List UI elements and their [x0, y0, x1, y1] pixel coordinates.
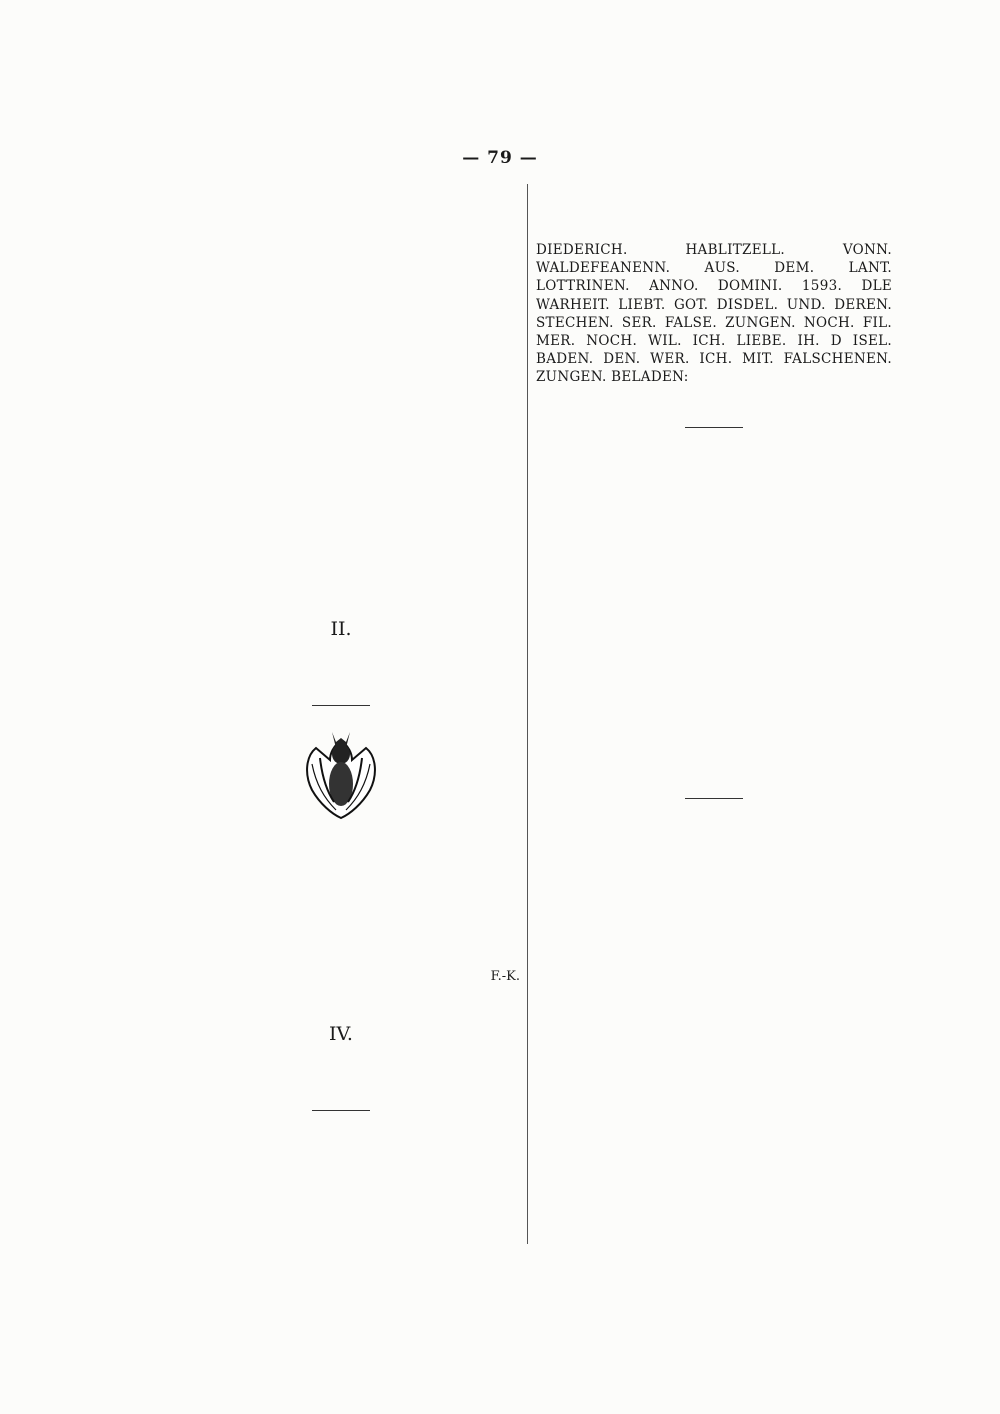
signature: F.-K.: [490, 969, 520, 984]
section-heading-iv: [162, 1022, 520, 1046]
text-block-placeholder: [536, 446, 892, 776]
text-block-placeholder: [162, 840, 520, 968]
section-heading-ii: [162, 617, 520, 641]
text-block-placeholder: [162, 186, 520, 222]
text-block-placeholder: [536, 387, 892, 405]
text-block-placeholder: [162, 1129, 520, 1293]
inscription: DIEDERICH. HABLITZELL. VONN. WALDEFEANENN. AUS. DEM. LANT. LOTTRINEN. ANNO. DOMINI. 1593. DLE WARHEIT. LIEBT. GOT. DISDEL. UND. DEREN. STECHEN. SER. FALSE. ZUNGEN. NOCH. FIL. MER. NOCH. WIL. ICH. LIEBE. IH. D ISEL. BADEN. DEN. WER. ICH. MIT. FALSCHENEN. ZUNGEN. BELADEN:: [536, 242, 892, 386]
text-block-placeholder: [536, 1067, 892, 1265]
page-number: — 79 —: [462, 148, 538, 168]
text-block-placeholder: [536, 186, 892, 241]
left-column: [162, 186, 520, 1293]
column-divider: [527, 184, 528, 1244]
text-block-placeholder: [162, 295, 520, 587]
text-block-placeholder: [162, 222, 520, 295]
heraldic-owl-emblem-icon: [286, 724, 396, 820]
text-block-placeholder: [536, 817, 892, 1067]
section-number: IV.: [329, 1023, 353, 1046]
right-column: [536, 186, 892, 1265]
section-number: II.: [330, 618, 352, 640]
